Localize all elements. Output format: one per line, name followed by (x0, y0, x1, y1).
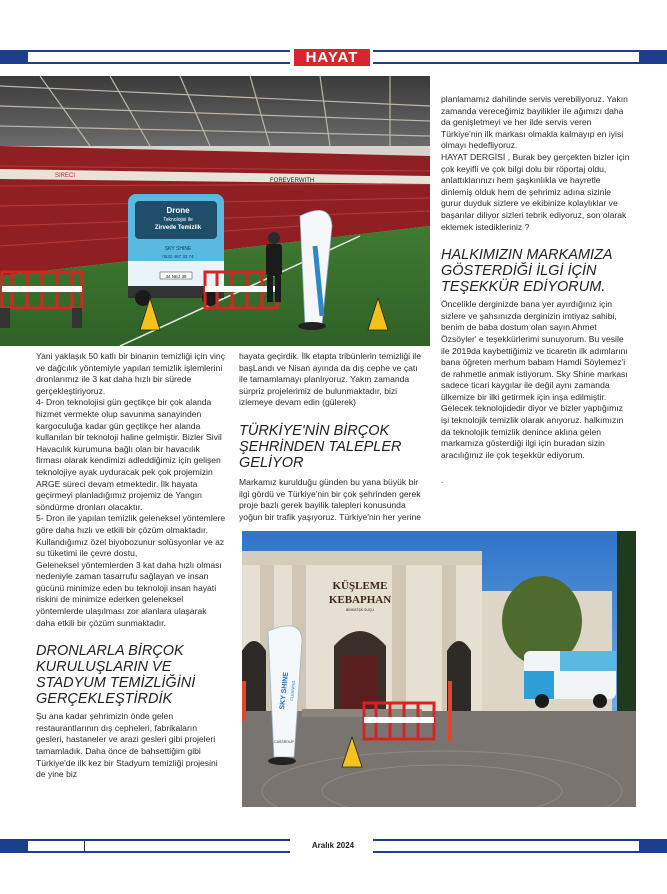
magazine-logo: HAYAT (294, 49, 370, 66)
left-paragraph-1: Yani yaklaşık 50 katlı bir binanın temizliği için vinç ve dağcılık yöntemiyle yapılan temizlik işlemlerini dronlarımız ile 3 kat daha hızlı bir sürede gerçekleştiriyoruz. (36, 351, 225, 396)
right-paragraph-2: HAYAT DERGİSİ , Burak bey gerçekten bizler için çok keyifli ve çok bilgi dolu bir röportaj oldu, anlattıklarınızı hem şaşkınlıkla ve hayretle dinlemiş olduk hem de şehrimiz adına sizinle gurur duyduk sizlere ve ekibinize kolaylıklar ve başarılar diliyor sizleri tebrik ediyoruz, son olarak eklemek istedikleriniz ? (441, 151, 630, 232)
van-brand: SKY SHINE (164, 246, 192, 252)
left-paragraph-5: Şu ana kadar şehrimizin önde gelen restaurantlarının dış cepheleri, fabrikaların gesleri, hastaneler ve arazi gesleri gibi projeleri tamamladık. Daha önce de bahsettiğim gibi Türkiye'de ilk kez bir Stadyum temizliği projesini de yine biz (36, 711, 218, 780)
van-phone: 0532 467 32 74 (162, 254, 194, 259)
restaurant-photo (242, 531, 636, 807)
middle-column (239, 351, 427, 523)
mid-paragraph-2: Markamız kurulduğu günden bu yana büyük bir ilgi gördü ve Türkiye'nin bir çok şehrinden gerek proje bazlı gerek bayilik talepleri konusunda yoğun bir trafik yaşıyoruz. Türkiye'nin her yerine (239, 476, 422, 522)
left-column (36, 351, 226, 781)
flag-sub: CLEANING (288, 680, 297, 702)
right-paragraph-4: . (441, 475, 444, 486)
right-paragraph-3: Öncelikle derginizde bana yer ayırdığınız için sizlere ve şahsınızda derginizin imtiyaz sahibi, benim de baba dostum olan sayın Ahmet Özsöyler' e teşekkürlerimi sunuyorum. Bu vesile ile 2019da kaybettiğimiz ve ticaretin ilk adımlarını bana öğreten merhum babam Hamdi Söylemez'i de rahmetle anmak istiyorum. Sky Shine markası sadece ticari kaygılar ile değil aynı zamanda ülkemize bir ilki getirmek için inşa edilmiştir. Gelecek teknolojidedir diyor ve bizler yaptığımız işi teknolojik temizlik olarak anıyoruz. halkımızın da teknolojik temizlik denince aklına gelen markamıza gösterdiği ilgi için buradan sizin aracılığınız ile çok teşekkür ediyorum. (441, 299, 628, 460)
flag-brand: CASSROUP (274, 740, 294, 744)
van-label-2: Teknolojisi ile (163, 217, 193, 223)
banner-text-2: FOREVERWITH (270, 178, 315, 184)
footer-bar (0, 839, 667, 853)
left-paragraph-3: 5- Dron ile yapılan temizlik geleneksel yöntemlere göre daha hızlı ve etkili bir çözüm olmaktadır. Kullandığımız özel biyobozunur solüsyonlar ve az su tüketimi ile çevre dostu, (36, 513, 226, 559)
van-label-3: Zirvede Temizlik (154, 225, 202, 231)
left-paragraph-2: 4- Dron teknolojisi gün geçtikçe bir çok alanda hizmet vermekte olup savunma sanayinden kargoculuğa kadar gün geçtikçe her alanda kullanılan bir teknoloji haline gelmiştir. Bizler Sivil Havacılık kurumuna bağlı olan bir havacılık firması olarak kendimizi adleddiğimiz için gelişen teknolojiye ayak uyduracak pek çok projemizin ARGE süreci devam etmektedir. İlk hayata geçirmeyi planladığımız projemiz de Yangın söndürme dronları olacaktır. (36, 397, 222, 512)
sign-line-2: KEBAPHAN (328, 594, 392, 606)
sign-line-1: KÜŞLEME (332, 580, 388, 592)
sign-line-3: BİNKATŞK SUÇU (346, 608, 374, 612)
mid-heading: TÜRKİYE'NİN BİRÇOK ŞEHRİNDEN TALEPLER GELİYOR (239, 422, 402, 471)
right-paragraph-1: planlamamız dahilinde servis verebiliyoruz. Yakın zamanda vereceğimiz bayilikler ile ağımızı daha da genişletmeyi ve her ilde servis veren Türkiye'nin ilk markası olmakla kalmayıp en iyisi olmayı hedefliyoruz. (441, 94, 628, 151)
banner-text-1: SIRECI (55, 173, 76, 179)
right-column (441, 94, 631, 487)
issue-date: Aralık 2024 (311, 841, 355, 850)
van-plate: 34 NEJ 39 (165, 274, 187, 279)
left-paragraph-4: Geleneksel yöntemlerden 3 kat daha hızlı olması nedeniyle zaman tasarrufu sağlayan ve insan gücünü minimize eden bu teknoloji insan hayati riskini de minimize ederken geleneksel yöntemlerde ulaşılması zor alanlara ulaşarak daha etkili bir çözüm sunmaktadır. (36, 559, 222, 628)
flag-text: SKY SHINE (279, 671, 290, 710)
mid-paragraph-1: hayata geçirdik. İlk etapta tribünlerin temizliği ile başLandı ve Nisan ayında da dış cephe ve çatı ile tamamlamayı planlıyoruz. Yakın zamanda sürpriz projelerimiz de bulunmaktadır, bizi izlemeye devam edin (gülerek) (239, 351, 421, 408)
left-heading: DRONLARLA BİRÇOK KURULUŞLARIN VE STADYUM TEMİZLİĞİNİ GERÇEKLEŞTİRDİK (36, 643, 196, 708)
van-label-1: Drone (166, 206, 190, 215)
stadium-photo (0, 76, 430, 346)
right-heading: HALKIMIZIN MARKAMIZA GÖSTERDİĞİ İLGİ İÇİN TEŞEKKÜR EDİYORUM. (441, 247, 613, 296)
